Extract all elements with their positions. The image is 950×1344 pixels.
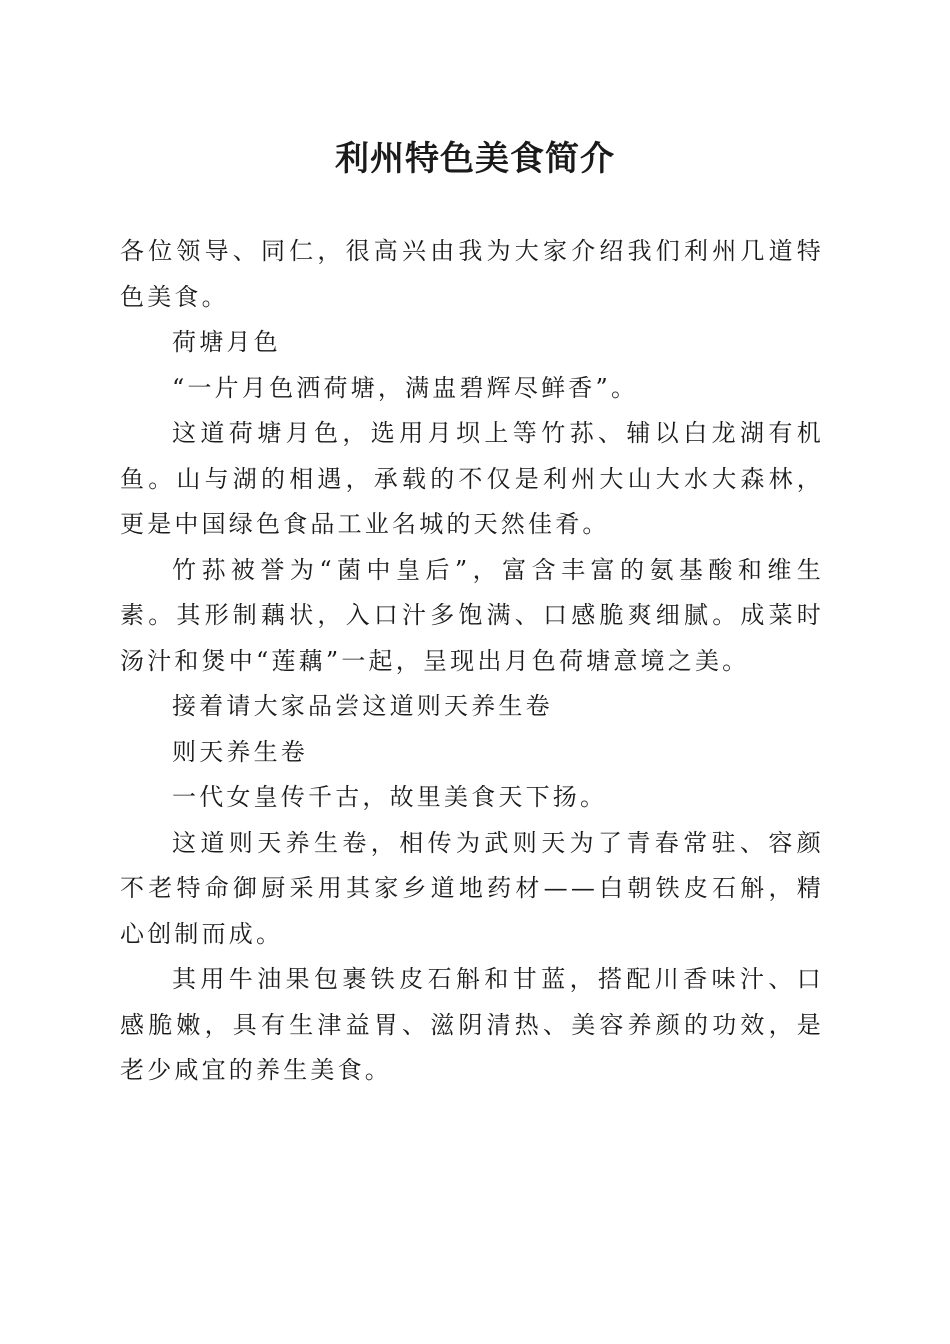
- document-title: 利州特色美食简介: [335, 139, 615, 179]
- paragraph-hetang-verse: “一片月色洒荷塘，满盅碧辉尽鲜香”。: [172, 373, 639, 402]
- paragraph-hetang-detail: 竹荪被誉为“菌中皇后”，富含丰富的氨基酸和维生素。其形制藕状，入口汁多饱满、口感脆爽细腻。成菜时汤汁和煲中“莲藕”一起，呈现出月色荷塘意境之美。: [120, 555, 824, 675]
- paragraph-greeting: 各位领导、同仁，很高兴由我为大家介绍我们利州几道特色美食。: [120, 237, 824, 311]
- paragraph-zetian-intro: 这道则天养生卷，相传为武则天为了青春常驻、容颜不老特命御厨采用其家乡道地药材——白朝铁皮石斛，精心创制而成。: [120, 828, 824, 948]
- paragraph-zetian-verse: 一代女皇传千古，故里美食天下扬。: [172, 783, 608, 811]
- dish-name-zetian-roll: 则天养生卷: [172, 737, 308, 766]
- paragraph-transition: 接着请大家品尝这道则天养生卷: [172, 692, 553, 720]
- dish-name-hetang-yuese: 荷塘月色: [172, 328, 281, 356]
- paragraph-hetang-intro: 这道荷塘月色，选用月坝上等竹荪、辅以白龙湖有机鱼。山与湖的相遇，承载的不仅是利州大山大水大森林，更是中国绿色食品工业名城的天然佳肴。: [120, 419, 824, 538]
- paragraph-zetian-detail: 其用牛油果包裹铁皮石斛和甘蓝，搭配川香味汁、口感脆嫩，具有生津益胃、滋阴清热、美容养颜的功效，是老少咸宜的养生美食。: [120, 965, 824, 1084]
- document-body: [120, 229, 824, 1094]
